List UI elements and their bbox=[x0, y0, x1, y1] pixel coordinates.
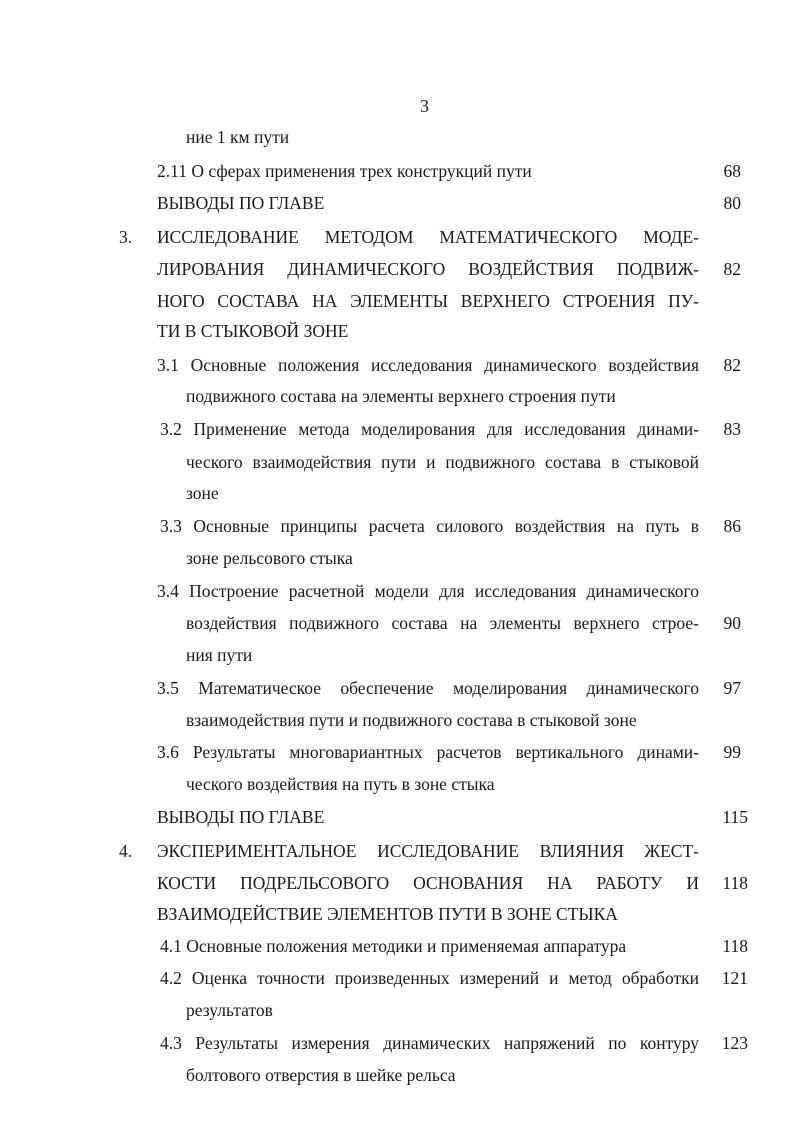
toc-entry-4-1: 4.1 Основные положения методики и применяемая аппаратура bbox=[160, 936, 627, 956]
toc-entry-3-4: воздействия подвижного состава на элементы верхнего строе- bbox=[186, 613, 699, 633]
toc-entry-3-2: ческого взаимодействия пути и подвижного состава в стыковой bbox=[186, 452, 699, 472]
toc-entry-3-5: 3.5 Математическое обеспечение моделирования динамического bbox=[157, 678, 699, 698]
toc-entry-3-4: ния пути bbox=[186, 645, 253, 665]
toc-entry-4-2: результатов bbox=[186, 1000, 273, 1020]
toc-page: 97 bbox=[723, 678, 741, 698]
toc-chapter-3-title: ЛИРОВАНИЯ ДИНАМИЧЕСКОГО ВОЗДЕЙСТВИЯ ПОДВИЖ- bbox=[157, 259, 699, 279]
page-number: 3 bbox=[420, 96, 429, 116]
toc-entry-3-3: зоне рельсового стыка bbox=[186, 548, 353, 568]
toc-entry-3-5: взаимодействия пути и подвижного состава в стыковой зоне bbox=[186, 710, 637, 730]
toc-line: ние 1 км пути bbox=[186, 127, 290, 147]
toc-page: 83 bbox=[723, 419, 741, 439]
toc-page: 82 bbox=[723, 355, 741, 375]
toc-chapter-3-title: ИССЛЕДОВАНИЕ МЕТОДОМ МАТЕМАТИЧЕСКОГО МОДЕ- bbox=[157, 227, 699, 247]
toc-entry-4-3: 4.3 Результаты измерения динамических напряжений по контуру bbox=[160, 1033, 699, 1053]
toc-entry-2-11: 2.11 О сферах применения трех конструкций пути bbox=[157, 161, 532, 181]
toc-page: 82 bbox=[723, 259, 741, 279]
toc-page: 68 bbox=[723, 161, 741, 181]
chapter-number-4: 4. bbox=[119, 841, 133, 861]
toc-conclusions-ch3: ВЫВОДЫ ПО ГЛАВЕ bbox=[157, 807, 325, 827]
toc-entry-3-2: зоне bbox=[186, 483, 219, 503]
toc-page: 121 bbox=[721, 968, 748, 988]
toc-chapter-3-title: ТИ В СТЫКОВОЙ ЗОНЕ bbox=[157, 321, 349, 341]
toc-page: 90 bbox=[723, 613, 741, 633]
toc-entry-3-3: 3.3 Основные принципы расчета силового воздействия на путь в bbox=[160, 516, 699, 536]
toc-page: 115 bbox=[722, 807, 748, 827]
toc-page: 123 bbox=[721, 1033, 748, 1053]
toc-entry-3-4: 3.4 Построение расчетной модели для исследования динамического bbox=[157, 581, 699, 601]
toc-page: 99 bbox=[723, 742, 741, 762]
toc-entry-3-2: 3.2 Применение метода моделирования для исследования динами- bbox=[160, 419, 699, 439]
toc-entry-3-1: 3.1 Основные положения исследования динамического воздействия bbox=[157, 355, 699, 375]
toc-entry-3-6: ческого воздействия на путь в зоне стыка bbox=[186, 774, 495, 794]
chapter-number-3: 3. bbox=[119, 227, 133, 247]
toc-entry-3-1: подвижного состава на элементы верхнего строения пути bbox=[186, 386, 616, 406]
toc-page: 118 bbox=[722, 873, 748, 893]
toc-chapter-3-title: НОГО СОСТАВА НА ЭЛЕМЕНТЫ ВЕРХНЕГО СТРОЕНИЯ ПУ- bbox=[157, 291, 699, 311]
toc-page: 118 bbox=[722, 936, 748, 956]
toc-chapter-4-title: ЭКСПЕРИМЕНТАЛЬНОЕ ИССЛЕДОВАНИЕ ВЛИЯНИЯ ЖЕСТ- bbox=[157, 841, 699, 861]
toc-entry-4-3: болтового отверстия в шейке рельса bbox=[186, 1065, 456, 1085]
toc-chapter-4-title: ВЗАИМОДЕЙСТВИЕ ЭЛЕМЕНТОВ ПУТИ В ЗОНЕ СТЫКА bbox=[157, 904, 618, 924]
toc-conclusions-ch2: ВЫВОДЫ ПО ГЛАВЕ bbox=[157, 193, 325, 213]
toc-chapter-4-title: КОСТИ ПОДРЕЛЬСОВОГО ОСНОВАНИЯ НА РАБОТУ И bbox=[157, 873, 699, 893]
toc-entry-4-2: 4.2 Оценка точности произведенных измерений и метод обработки bbox=[160, 968, 699, 988]
toc-page: 86 bbox=[723, 516, 741, 536]
toc-entry-3-6: 3.6 Результаты многовариантных расчетов вертикального динами- bbox=[157, 742, 699, 762]
toc-page: 80 bbox=[723, 193, 741, 213]
